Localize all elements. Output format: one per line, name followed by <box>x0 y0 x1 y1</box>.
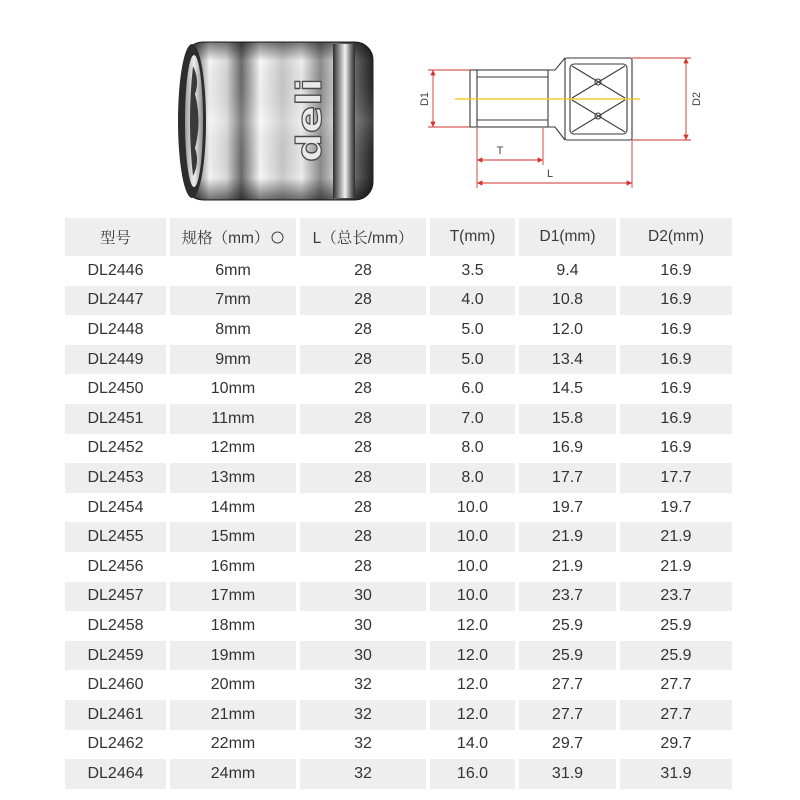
cell-d2: 21.9 <box>660 557 692 575</box>
cell-size: 11mm <box>170 404 296 434</box>
cell-d2: 16.9 <box>620 286 732 316</box>
cell-model: DL2461 <box>65 700 166 730</box>
header-length: L（总长/mm） <box>300 218 426 256</box>
cell-d1: 27.7 <box>551 676 584 694</box>
cell-length: 28 <box>300 404 426 434</box>
cell-t: 8.0 <box>430 463 515 493</box>
cell-d1: 16.9 <box>551 439 584 457</box>
table-row <box>65 493 732 523</box>
table-row <box>65 582 732 612</box>
cell-model: DL2456 <box>87 557 144 575</box>
cell-model: DL2460 <box>87 676 144 694</box>
cell-d2: 16.9 <box>660 261 692 279</box>
cell-d2: 17.7 <box>620 463 732 493</box>
cell-d1: 23.7 <box>519 582 616 612</box>
table-row <box>65 345 732 375</box>
table-row <box>65 759 732 789</box>
cell-model: DL2449 <box>65 345 166 375</box>
t-label: T <box>496 145 504 157</box>
table-row <box>65 730 732 760</box>
cell-t: 12.0 <box>430 700 515 730</box>
table-row <box>65 611 732 641</box>
cell-model: DL2464 <box>65 759 166 789</box>
cell-d2: 16.9 <box>620 345 732 375</box>
table-row <box>65 404 732 434</box>
socket-groove <box>333 44 355 198</box>
cell-t: 6.0 <box>461 380 484 398</box>
table-row <box>65 522 732 552</box>
cell-t: 12.0 <box>456 676 489 694</box>
cell-length: 28 <box>300 345 426 375</box>
cell-size: 12mm <box>210 439 256 457</box>
cell-t: 16.0 <box>430 759 515 789</box>
cell-length: 32 <box>300 759 426 789</box>
cell-size: 20mm <box>210 676 256 694</box>
cell-model: DL2454 <box>87 498 144 516</box>
cell-d2: 25.9 <box>660 616 692 634</box>
cell-t: 5.0 <box>430 345 515 375</box>
cell-model: DL2459 <box>65 641 166 671</box>
cell-d1: 25.9 <box>519 641 616 671</box>
cell-d1: 19.7 <box>551 498 584 516</box>
cell-model: DL2450 <box>87 380 144 398</box>
l-label: L <box>546 168 554 180</box>
cell-size: 18mm <box>210 616 256 634</box>
cell-t: 14.0 <box>456 735 489 753</box>
cell-size: 21mm <box>170 700 296 730</box>
dimension-diagram <box>410 50 705 195</box>
cell-size: 13mm <box>170 463 296 493</box>
cell-d1: 29.7 <box>551 735 584 753</box>
table-row <box>65 256 732 286</box>
cell-d1: 25.9 <box>551 616 584 634</box>
cell-length: 30 <box>300 641 426 671</box>
brand-logo: deli <box>290 91 330 162</box>
cell-length: 28 <box>354 439 372 457</box>
spec-table <box>65 218 732 789</box>
header-d1: D1(mm) <box>519 218 616 256</box>
cell-d1: 21.9 <box>519 522 616 552</box>
table-row <box>65 670 732 700</box>
cell-t: 10.0 <box>430 522 515 552</box>
d1-label: D1 <box>419 91 431 107</box>
cell-model: DL2447 <box>65 286 166 316</box>
cell-t: 12.0 <box>456 616 489 634</box>
cell-d1: 14.5 <box>551 380 584 398</box>
cell-size: 16mm <box>210 557 256 575</box>
cell-d2: 21.9 <box>620 522 732 552</box>
cell-model: DL2448 <box>87 320 144 338</box>
header-size-label: 规格（mm） <box>181 230 270 247</box>
cell-length: 28 <box>354 380 372 398</box>
cell-d2: 29.7 <box>660 735 692 753</box>
cell-t: 3.5 <box>461 261 484 279</box>
cell-d1: 21.9 <box>551 557 584 575</box>
cell-t: 10.0 <box>456 498 489 516</box>
cell-size: 10mm <box>210 380 256 398</box>
table-row <box>65 315 732 345</box>
cell-size: 6mm <box>215 261 251 279</box>
cell-d2: 16.9 <box>660 320 692 338</box>
cell-d1: 15.8 <box>519 404 616 434</box>
header-d2: D2(mm) <box>620 218 732 256</box>
cell-length: 28 <box>300 286 426 316</box>
cell-t: 10.0 <box>430 582 515 612</box>
cell-model: DL2451 <box>65 404 166 434</box>
cell-length: 32 <box>354 676 372 694</box>
cell-size: 8mm <box>215 320 251 338</box>
cell-size: 15mm <box>170 522 296 552</box>
cell-size: 24mm <box>170 759 296 789</box>
cell-d1: 31.9 <box>519 759 616 789</box>
header-model: 型号 <box>65 218 166 256</box>
table-row <box>65 463 732 493</box>
socket-photo <box>175 38 377 204</box>
cell-t: 8.0 <box>461 439 484 457</box>
cell-length: 28 <box>300 463 426 493</box>
cell-d1: 27.7 <box>519 700 616 730</box>
header-t: T(mm) <box>430 218 515 256</box>
cell-size: 19mm <box>170 641 296 671</box>
cell-size: 9mm <box>170 345 296 375</box>
cell-d2: 16.9 <box>660 439 692 457</box>
table-header-row <box>65 218 732 256</box>
cell-size: 7mm <box>170 286 296 316</box>
cell-d2: 27.7 <box>660 676 692 694</box>
cell-length: 30 <box>300 582 426 612</box>
table-row <box>65 434 732 464</box>
cell-length: 32 <box>354 735 372 753</box>
cell-model: DL2446 <box>87 261 144 279</box>
cell-t: 7.0 <box>430 404 515 434</box>
cell-length: 30 <box>354 616 372 634</box>
header-size <box>170 218 296 256</box>
cell-model: DL2457 <box>65 582 166 612</box>
cell-size: 17mm <box>170 582 296 612</box>
cell-t: 4.0 <box>430 286 515 316</box>
cell-t: 5.0 <box>461 320 484 338</box>
table-row <box>65 552 732 582</box>
extension-lines <box>428 58 691 188</box>
cell-d2: 31.9 <box>620 759 732 789</box>
table-row <box>65 286 732 316</box>
cell-length: 28 <box>300 522 426 552</box>
cell-d2: 23.7 <box>620 582 732 612</box>
cell-d1: 9.4 <box>556 261 579 279</box>
cell-length: 28 <box>354 498 372 516</box>
cell-d2: 19.7 <box>660 498 692 516</box>
table-row <box>65 641 732 671</box>
cell-d1: 13.4 <box>519 345 616 375</box>
cell-size: 22mm <box>210 735 256 753</box>
cell-model: DL2453 <box>65 463 166 493</box>
cell-d1: 17.7 <box>519 463 616 493</box>
cell-length: 28 <box>354 261 372 279</box>
circle-icon <box>271 231 284 244</box>
cell-model: DL2458 <box>87 616 144 634</box>
cell-d2: 25.9 <box>620 641 732 671</box>
cell-model: DL2455 <box>65 522 166 552</box>
cell-size: 14mm <box>210 498 256 516</box>
cell-length: 32 <box>300 700 426 730</box>
cell-d2: 16.9 <box>620 404 732 434</box>
cell-length: 28 <box>354 557 372 575</box>
cell-d1: 12.0 <box>551 320 584 338</box>
cell-t: 10.0 <box>456 557 489 575</box>
cell-model: DL2452 <box>87 439 144 457</box>
cell-d2: 16.9 <box>660 380 692 398</box>
table-row <box>65 374 732 404</box>
cell-t: 12.0 <box>430 641 515 671</box>
cell-d2: 27.7 <box>620 700 732 730</box>
cell-model: DL2462 <box>87 735 144 753</box>
cell-d1: 10.8 <box>519 286 616 316</box>
cell-length: 28 <box>354 320 372 338</box>
d2-label: D2 <box>691 91 703 107</box>
table-row <box>65 700 732 730</box>
